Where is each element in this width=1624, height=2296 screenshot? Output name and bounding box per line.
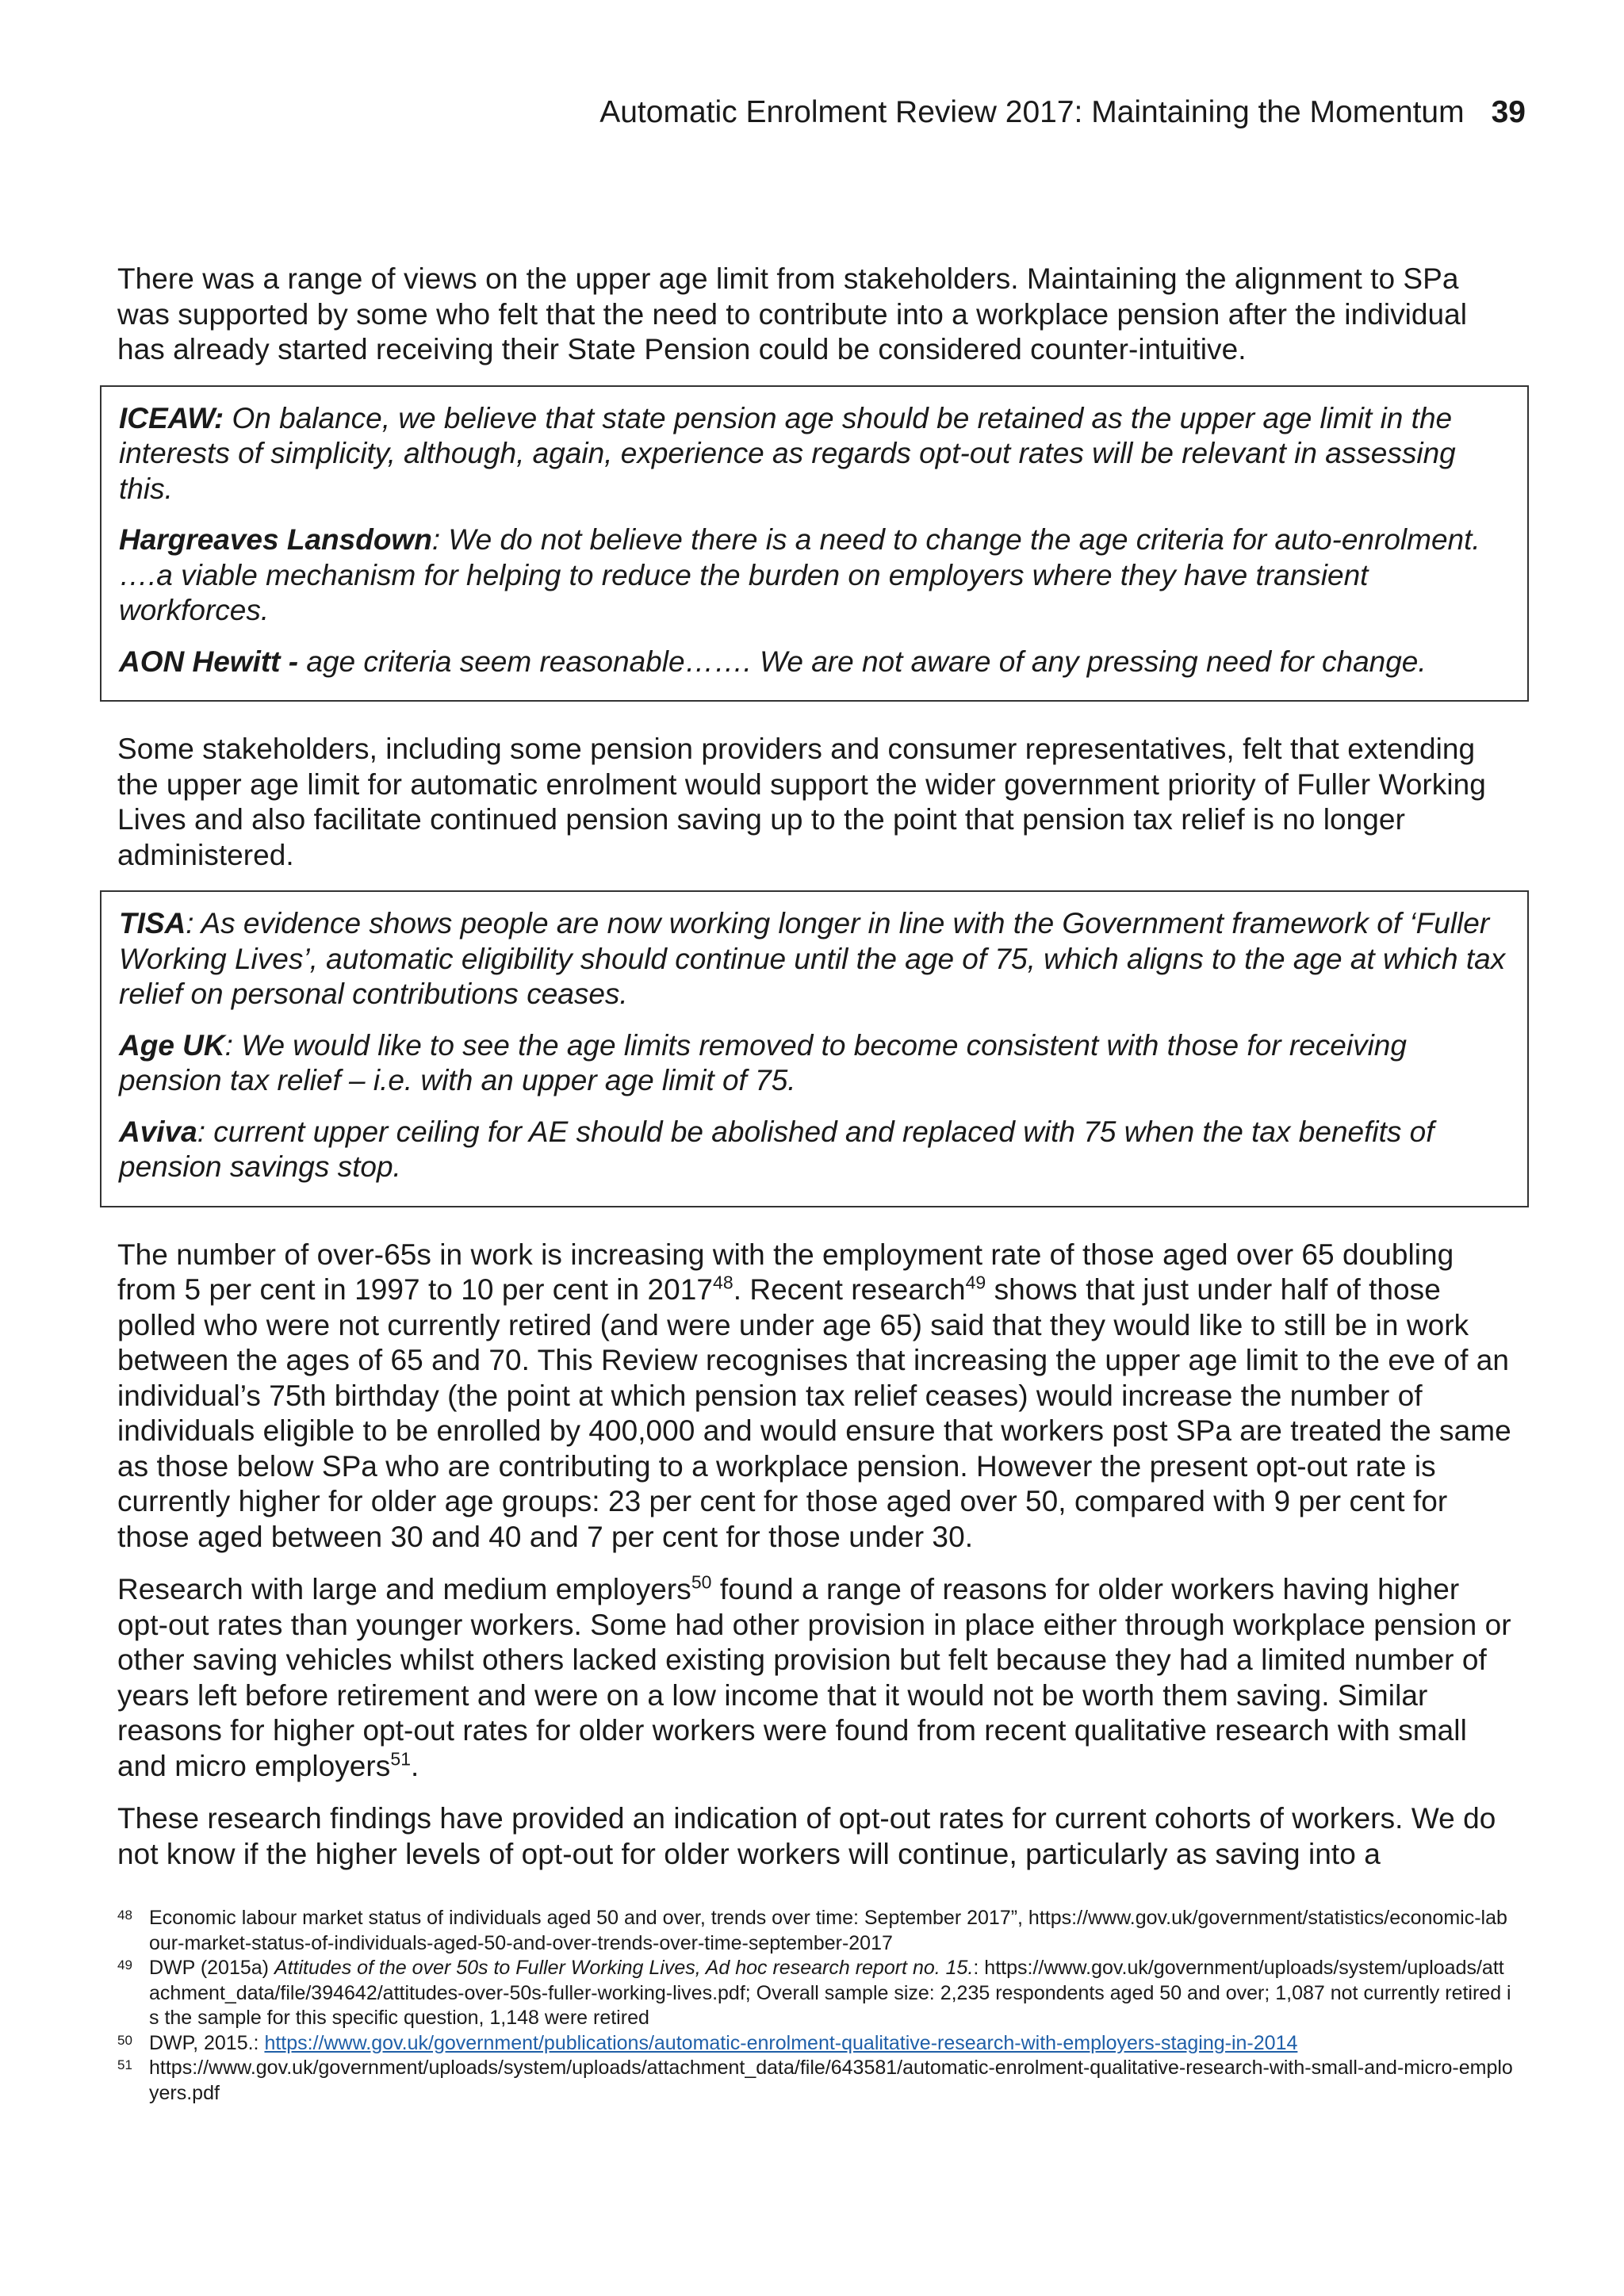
quote-org-aviva: Aviva xyxy=(119,1115,197,1148)
paragraph-employer-research xyxy=(117,1572,1513,1784)
footnote-text: https://www.gov.uk/government/uploads/system/uploads/attachment_data/file/643581/automatic-enrolment-qualitative-research-with-small-and-micro-employers.pdf xyxy=(149,2057,1513,2104)
paragraph-over-65s-text-2: . Recent research xyxy=(733,1273,966,1306)
quote-text-hargreaves: : We do not believe there is a need to change the age criteria for auto-enrolment. ….a viable mechanism for helping to reduce the burden on employers where they have transient workforces. xyxy=(119,523,1480,626)
quote-text-tisa: : As evidence shows people are now working longer in line with the Government framework of ‘Fuller Working Lives’, automatic eligibility should continue until the age of 75, which aligns to the age at which tax relief on personal contributions ceases. xyxy=(119,907,1506,1010)
quote-aon xyxy=(119,645,1510,680)
footnote-ref-50[interactable]: 50 xyxy=(691,1571,712,1593)
footnote-50 xyxy=(117,2031,1513,2057)
quote-org-iceaw: ICEAW: xyxy=(119,401,224,434)
footnote-ref-51[interactable]: 51 xyxy=(390,1748,412,1770)
footnote-number: 49 xyxy=(117,1957,132,1973)
footnote-number: 50 xyxy=(117,2032,132,2048)
quote-text-age-uk: : We would like to see the age limits removed to become consistent with those for receiving pension tax relief – i.e. with an upper age limit of 75. xyxy=(119,1028,1407,1096)
footnote-source: DWP, 2015.: xyxy=(149,2031,265,2054)
footnote-51 xyxy=(117,2056,1513,2106)
quote-age-uk xyxy=(119,1028,1510,1099)
quote-org-tisa: TISA xyxy=(119,907,186,939)
paragraph-employer-text-2: found a range of reasons for older workers having higher opt-out rates than younger workers. Some had other provision in place either through workplace pension or other saving vehicles whilst others lacked existing provision but felt because they had a limited number of years left before retirement and were on a low income that it would not be worth them saving. Similar reasons for higher opt-out rates for older workers were found from recent qualitative research with small and micro employers xyxy=(117,1573,1511,1782)
header-title: Automatic Enrolment Review 2017: Maintaining the Momentum xyxy=(599,95,1465,129)
footnote-49 xyxy=(117,1956,1513,2031)
footnote-number: 48 xyxy=(117,1908,132,1923)
page-number: 39 xyxy=(1491,95,1526,129)
footnote-text: Economic labour market status of individuals aged 50 and over, trends over time: September 2017”, https://www.gov.uk/government/statistics/economic-labour-market-status-of-individuals-aged-50-and-over-trends-over-time-september-2017 xyxy=(149,1907,1507,1954)
footnote-report-title: Attitudes of the over 50s to Fuller Working Lives, Ad hoc research report no. 15. xyxy=(274,1957,974,1979)
quote-tisa xyxy=(119,906,1510,1012)
quote-text-iceaw: On balance, we believe that state pension age should be retained as the upper age limit in the interests of simplicity, although, again, experience as regards opt-out rates will be relevant in assessing this. xyxy=(119,401,1456,505)
footnote-number: 51 xyxy=(117,2057,132,2072)
quote-org-age-uk: Age UK xyxy=(119,1028,225,1062)
footnote-source: DWP (2015a) xyxy=(149,1957,274,1979)
quote-text-aon: age criteria seem reasonable……. We are not aware of any pressing need for change. xyxy=(298,645,1427,678)
paragraph-upper-age-views: There was a range of views on the upper age limit from stakeholders. Maintaining the alignment to SPa was supported by some who felt that the need to contribute into a workplace pension after the individual has already started receiving their State Pension could be considered counter-intuitive. xyxy=(117,262,1468,365)
paragraph-employer-text-1: Research with large and medium employers xyxy=(117,1573,691,1605)
stakeholder-quote-box-retain xyxy=(100,385,1529,702)
paragraph-over-65s-text-1: The number of over-65s in work is increasing with the employment rate of those aged over 65 doubling from 5 per cent in 1997 to 10 per cent in 2017 xyxy=(117,1238,1454,1306)
running-header xyxy=(599,94,1526,132)
footnote-ref-49[interactable]: 49 xyxy=(965,1272,986,1293)
footnote-text: : https://www.gov.uk/government/uploads/system/uploads/attachment_data/file/394642/attitudes-over-50s-fuller-working-lives.pdf; Overall sample size: 2,235 respondents aged 50 and over; 1,087 not currently retired is the sample for this specific question, 1,148 were retired xyxy=(149,1957,1511,2029)
footnote-ref-48[interactable]: 48 xyxy=(713,1272,733,1293)
paragraph-research-findings: These research findings have provided an indication of opt-out rates for current cohorts of workers. We do not know if the higher levels of opt-out for older workers will continue, particularly as saving into a xyxy=(117,1802,1496,1870)
quote-aviva xyxy=(119,1115,1510,1185)
paragraph-extend-limit: Some stakeholders, including some pension providers and consumer representatives, felt that extending the upper age limit for automatic enrolment would support the wider government priority of Fuller Working Lives and also facilitate continued pension saving up to the point that pension tax relief is no longer administered. xyxy=(117,733,1486,871)
quote-text-aviva: : current upper ceiling for AE should be abolished and replaced with 75 when the tax benefits of pension savings stop. xyxy=(119,1115,1434,1183)
quote-iceaw xyxy=(119,401,1510,507)
footnote-48 xyxy=(117,1906,1513,1956)
paragraph-over-65s-in-work xyxy=(117,1238,1513,1556)
paragraph-over-65s-text-3: shows that just under half of those polled who were not currently retired (and were under age 65) said that they would like to still be in work between the ages of 65 and 70. This Review recognises that increasing the upper age limit to the eve of an individual’s 75th birthday (the point at which pension tax relief ceases) would increase the number of individuals eligible to be enrolled by 400,000 and would ensure that workers post SPa are treated the same as those below SPa who are contributing to a workplace pension. However the present opt-out rate is currently higher for older age groups: 23 per cent for those aged over 50, compared with 9 per cent for those aged between 30 and 40 and 7 per cent for those under 30. xyxy=(117,1273,1511,1553)
quote-org-aon: AON Hewitt - xyxy=(119,645,299,678)
main-content xyxy=(117,262,1513,1889)
quote-org-hargreaves: Hargreaves Lansdown xyxy=(119,523,432,556)
stakeholder-quote-box-extend xyxy=(100,890,1529,1207)
footnotes-section xyxy=(117,1906,1513,2106)
footnote-link[interactable]: https://www.gov.uk/government/publications/automatic-enrolment-qualitative-research-with-employers-staging-in-2014 xyxy=(264,2031,1298,2054)
quote-hargreaves xyxy=(119,522,1510,629)
paragraph-employer-text-3: . xyxy=(411,1749,419,1782)
